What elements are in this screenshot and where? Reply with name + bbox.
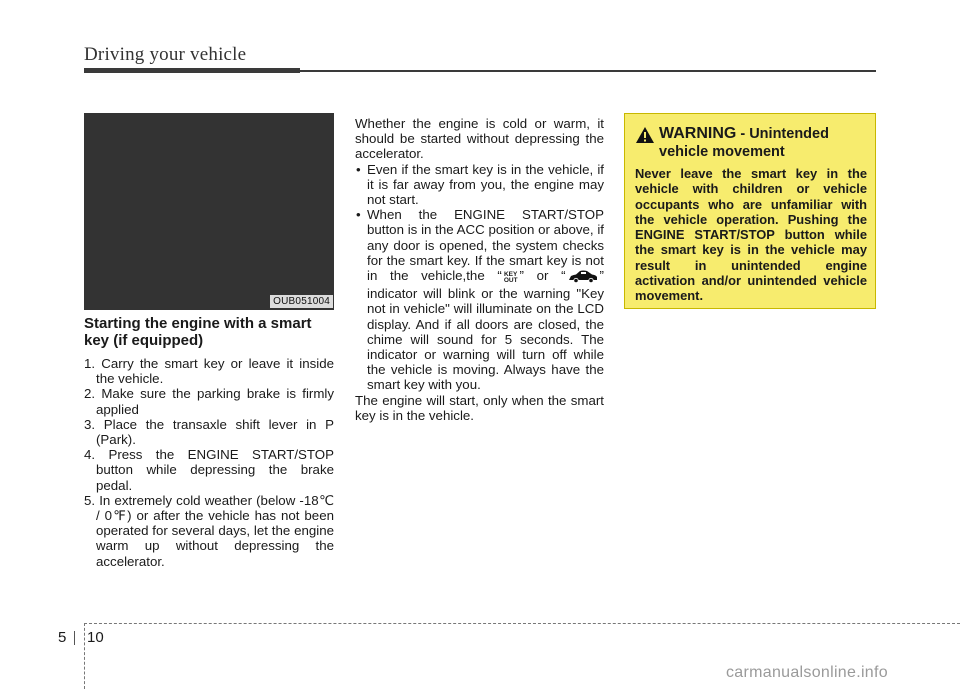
header-rule-thick [84, 68, 300, 73]
key-out-indicator-icon [504, 272, 518, 285]
step-item: 4. Press the ENGINE START/STOP button while depressing the brake pedal. [84, 447, 334, 493]
page-header-title: Driving your vehicle [84, 44, 247, 65]
bullet-text: Even if the smart key is in the vehicle, if it is far away from you, the engine may not start. [367, 161, 604, 208]
warning-title [659, 125, 829, 143]
middle-column [355, 116, 604, 423]
warning-header [635, 125, 867, 144]
bullet-item [355, 207, 604, 392]
watermark: carmanualsonline.info [726, 664, 888, 681]
page-number: 10 [87, 629, 104, 646]
section-heading: Starting the engine with a smart key (if equipped) [84, 315, 312, 349]
warning-triangle-icon [635, 126, 655, 144]
warning-body: Never leave the smart key in the vehicle with children or vehicle occupants who are unfamiliar with the vehicle operation. Pushing the ENGINE START/STOP button while the smart key is in the vehicle may result in unintended engine activation and/or unintended vehicle movement. [635, 166, 867, 304]
bullet-dot: • [356, 161, 361, 177]
step-item: 1. Carry the smart key or leave it inside the vehicle. [84, 356, 334, 387]
outro-paragraph: The engine will start, only when the smart key is in the vehicle. [355, 392, 604, 423]
bullet-text-before: When the ENGINE START/STOP button is in the ACC position or above, if any door is opened, the system checks for the smart key. If the smart key is not in the vehicle,the “ [367, 207, 604, 284]
key-icon-line: OUT [503, 277, 518, 285]
step-item: 3. Place the transaxle shift lever in P (Park). [84, 416, 334, 448]
step-item: 2. Make sure the parking brake is firmly applied [84, 386, 334, 417]
section-number: 5 [58, 629, 67, 646]
warning-box [624, 113, 876, 309]
figure-code: OUB051004 [270, 295, 333, 308]
bullet-item [355, 162, 604, 208]
left-column [84, 316, 334, 569]
page-number-divider [74, 631, 75, 645]
warning-subtitle: vehicle movement [659, 144, 785, 160]
key-icon-line: KEY [503, 270, 518, 278]
bullet-text-after: ” indicator will blink or the warning "Key not in vehicle" will illuminate on the LCD display. And if all doors are closed, the chime will sound for 5 seconds. The indicator or warning will turn off while the vehicle is moving. Always have the smart key with you. [367, 268, 604, 393]
footer-vertical-rule [84, 623, 85, 689]
car-key-indicator-icon [567, 269, 599, 286]
warning-subtitle-part: - Unintended [736, 126, 829, 142]
intro-paragraph: Whether the engine is cold or warm, it should be started without depressing the accelerator. [355, 116, 604, 162]
footer-dashed-rule [84, 623, 960, 624]
figure-photo [84, 113, 334, 310]
warning-label: WARNING [659, 125, 737, 142]
bullet-dot: • [356, 207, 361, 223]
bullet-text-mid: ” or “ [519, 268, 566, 284]
step-item: 5. In extremely cold weather (below -18℃ / 0℉) or after the vehicle has not been operated for several days, let the engine warm up without depressing the accelerator. [84, 492, 334, 569]
header-rule-thin [300, 70, 876, 72]
